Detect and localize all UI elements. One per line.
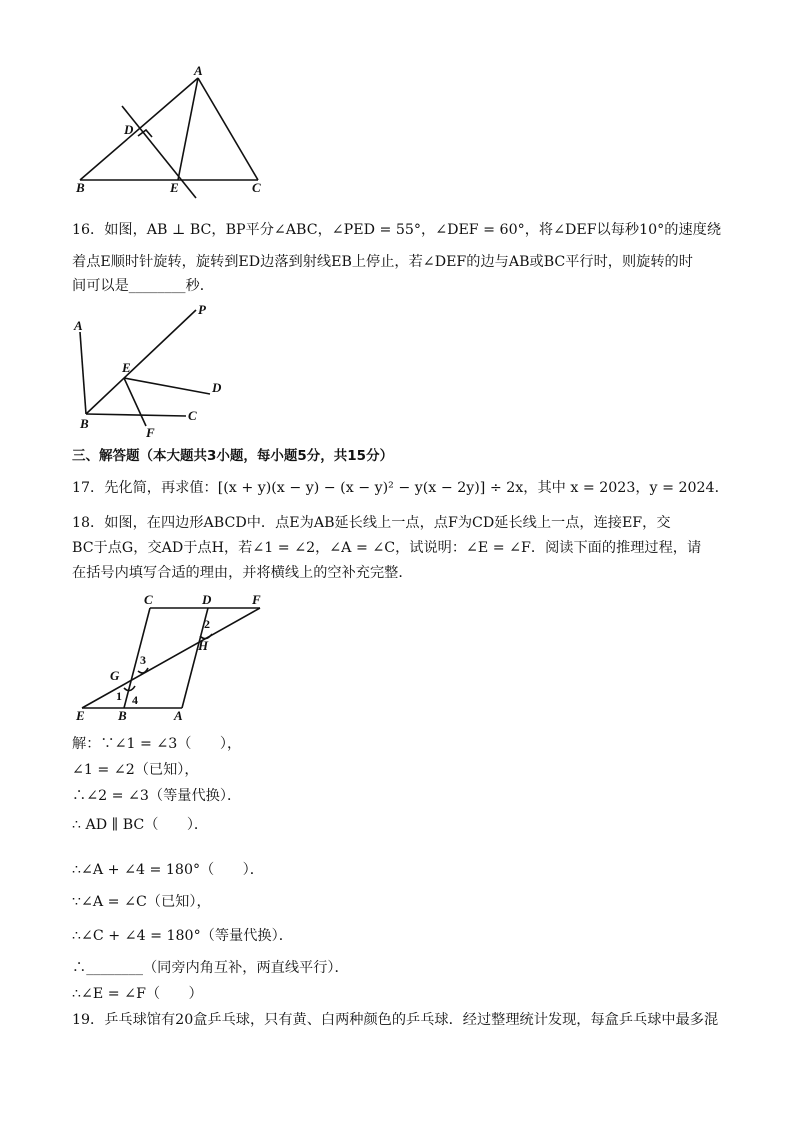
label-f: F — [252, 592, 261, 607]
angle-label-2: 2 — [204, 617, 210, 631]
solution-step-4: ∴ AD ∥ BC（ ）． — [72, 817, 209, 833]
solution-step-8: ∴________（同旁内角互补，两直线平行）． — [72, 960, 349, 976]
angle-label-3: 3 — [140, 653, 146, 667]
label-h: H — [198, 638, 209, 653]
section-heading: 三、解答题（本大题共3小题，每小题5分，共15分） — [72, 448, 394, 464]
figure-quadrilateral-abcd — [72, 590, 272, 726]
q16-line-2: 着点E顺时针旋转，旋转到ED边落到射线EB上停止，若∠DEF的边与AB或BC平行时，则旋转的时 — [72, 254, 693, 270]
label-f: F — [146, 425, 155, 440]
label-b: B — [80, 416, 89, 431]
label-e: E — [170, 180, 179, 195]
label-b: B — [118, 708, 127, 723]
solution-step-9: ∴∠E = ∠F（ ） — [72, 986, 203, 1002]
label-d: D — [202, 592, 212, 607]
q16-line-1: 16．如图，AB ⊥ BC，BP平分∠ABC，∠PED = 55°，∠DEF = 60°，将∠DEF以每秒10°的速度绕 — [72, 222, 722, 238]
ray-ba — [80, 332, 86, 414]
label-e: E — [76, 708, 85, 723]
ray-bc — [86, 414, 186, 416]
label-c: C — [188, 408, 197, 423]
q18-line-1: 18．如图，在四边形ABCD中．点E为AB延长线上一点，点F为CD延长线上一点，连接EF，交 — [72, 515, 671, 531]
solution-step-7: ∴∠C + ∠4 = 180°（等量代换）． — [72, 928, 293, 944]
label-g: G — [110, 668, 120, 683]
q17-text: 17．先化简，再求值：[(x + y)(x − y) − (x − y)² − y(x − 2y)] ÷ 2x，其中 x = 2023，y = 2024． — [72, 480, 729, 496]
angle-label-1: 1 — [116, 689, 122, 703]
ray-ed — [124, 378, 210, 394]
label-d: D — [212, 380, 222, 395]
label-d: D — [124, 122, 134, 137]
q16-line-3: 间可以是________秒． — [72, 278, 214, 294]
solution-step-2: ∠1 = ∠2（已知）， — [72, 762, 199, 778]
angle-label-4: 4 — [132, 693, 138, 707]
ray-ef — [124, 378, 146, 426]
q18-line-3: 在括号内填写合适的理由，并将横线上的空补充完整． — [72, 565, 413, 581]
segment-ac — [198, 78, 258, 180]
label-c: C — [252, 180, 261, 195]
perpendicular-line — [122, 106, 196, 198]
q19-text: 19．乒乓球馆有20盒乒乓球，只有黄、白两种颜色的乒乓球．经过整理统计发现，每盒乒乓球中最多混 — [72, 1012, 719, 1028]
solution-step-1: 解：∵∠1 = ∠3（ ）， — [72, 736, 242, 752]
segment-ef — [82, 608, 260, 708]
label-a: A — [194, 63, 203, 78]
label-b: B — [76, 180, 85, 195]
q18-line-2: BC于点G，交AD于点H，若∠1 = ∠2，∠A = ∠C，试说明：∠E = ∠F．阅读下面的推理过程，请 — [72, 540, 702, 556]
label-c: C — [144, 592, 153, 607]
label-a: A — [74, 318, 83, 333]
figure-angle-def — [70, 300, 240, 440]
label-p: P — [198, 302, 206, 317]
solution-step-3: ∴∠2 = ∠3（等量代换）． — [72, 788, 242, 804]
label-e: E — [122, 360, 131, 375]
solution-step-5: ∴∠A + ∠4 = 180°（ ）． — [72, 862, 264, 878]
label-a: A — [174, 708, 183, 723]
ray-bp — [86, 310, 196, 414]
solution-step-6: ∵∠A = ∠C（已知）， — [72, 894, 211, 910]
figure-triangle-abc — [70, 62, 270, 202]
